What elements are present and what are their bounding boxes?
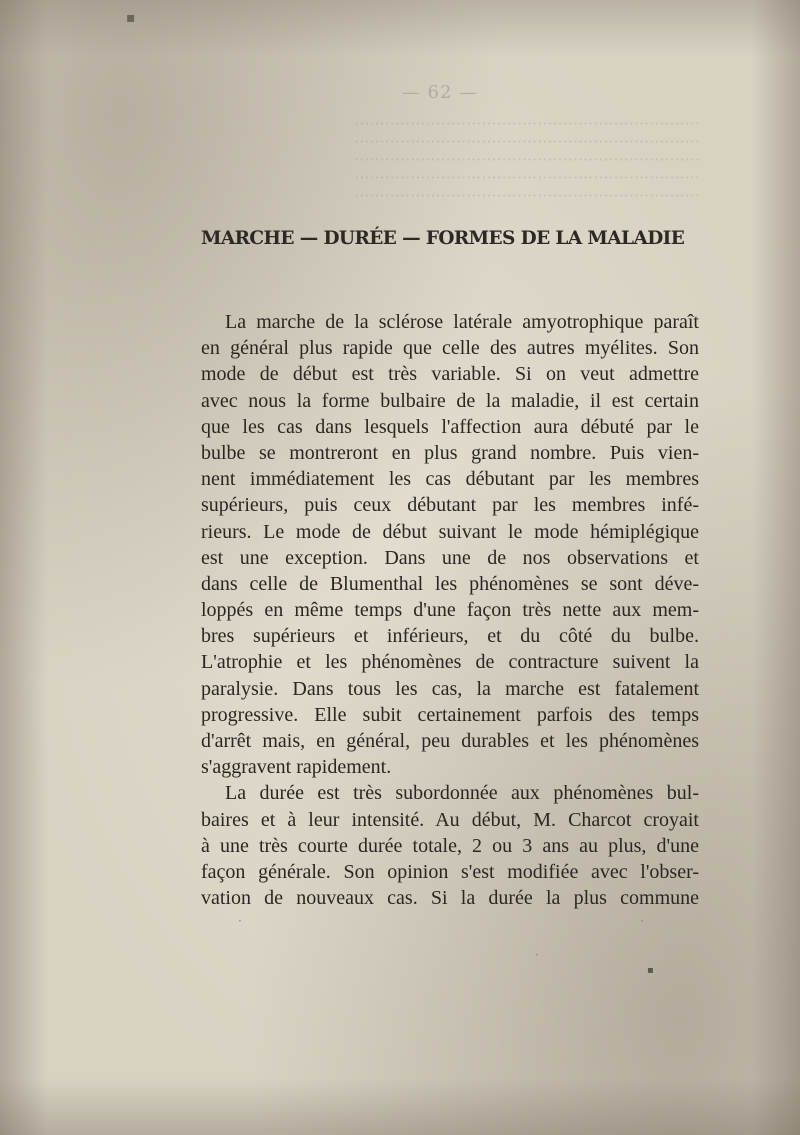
text-line: façon générale. Son opinion s'est modifiée avec l'obser- (201, 860, 699, 883)
speck-mark: · (238, 914, 242, 928)
body-text (201, 309, 699, 911)
text-line: loppés en même temps d'une façon très nette aux mem- (201, 599, 699, 622)
speck-mark: · (640, 914, 644, 928)
text-line: rieurs. Le mode de début suivant le mode hémiplégique (201, 520, 699, 543)
speck-mark: · (535, 948, 539, 962)
text-line: est une exception. Dans une de nos observations et (201, 546, 699, 569)
text-line: bulbe se montreront en plus grand nombre. Puis vien- (201, 441, 699, 464)
section-heading: MARCHE — DURÉE — FORMES DE LA MALADIE (201, 228, 685, 249)
text-line: supérieurs, puis ceux débutant par les membres infé- (201, 494, 699, 517)
text-line: dans celle de Blumenthal les phénomènes se sont déve- (201, 572, 699, 595)
text-line: paralysie. Dans tous les cas, la marche est fatalement (201, 677, 699, 700)
text-line: mode de début est très variable. Si on veut admettre (201, 363, 699, 386)
text-line: à une très courte durée totale, 2 ou 3 ans au plus, d'une (201, 834, 699, 857)
text-line: L'atrophie et les phénomènes de contracture suivent la (201, 651, 699, 674)
text-line: que les cas dans lesquels l'affection aura débuté par le (201, 415, 699, 438)
text-line: en général plus rapide que celle des autres myélites. Son (201, 337, 699, 360)
text-line: s'aggravent rapidement. (201, 756, 392, 779)
paragraph-1 (201, 309, 699, 780)
text-line: progressive. Elle subit certainement parfois des temps (201, 703, 699, 726)
text-line: bres supérieurs et inférieurs, et du côté du bulbe. (201, 625, 699, 648)
text-line: La durée est très subordonnée aux phénomènes bul- (225, 782, 699, 805)
page-number: — 62 — (401, 82, 479, 103)
text-line: vation de nouveaux cas. Si la durée la plus commune (201, 887, 699, 910)
text-line: baires et à leur intensité. Au début, M. Charcot croyait (201, 808, 699, 831)
paragraph-2 (201, 780, 699, 911)
speck-mark: ▪ (126, 10, 136, 26)
text-line: avec nous la forme bulbaire de la maladie, il est certain (201, 389, 699, 412)
bleed-through-text: ···································································· ···································································· ···································································· ···································································· ···································································· (354, 115, 700, 205)
text-line: d'arrêt mais, en général, peu durables et les phénomènes (201, 730, 699, 752)
text-line: La marche de la sclérose latérale amyotrophique paraît (225, 311, 699, 333)
text-line: nent immédiatement les cas débutant par les membres (201, 468, 699, 491)
speck-mark: ▪ (647, 965, 654, 976)
